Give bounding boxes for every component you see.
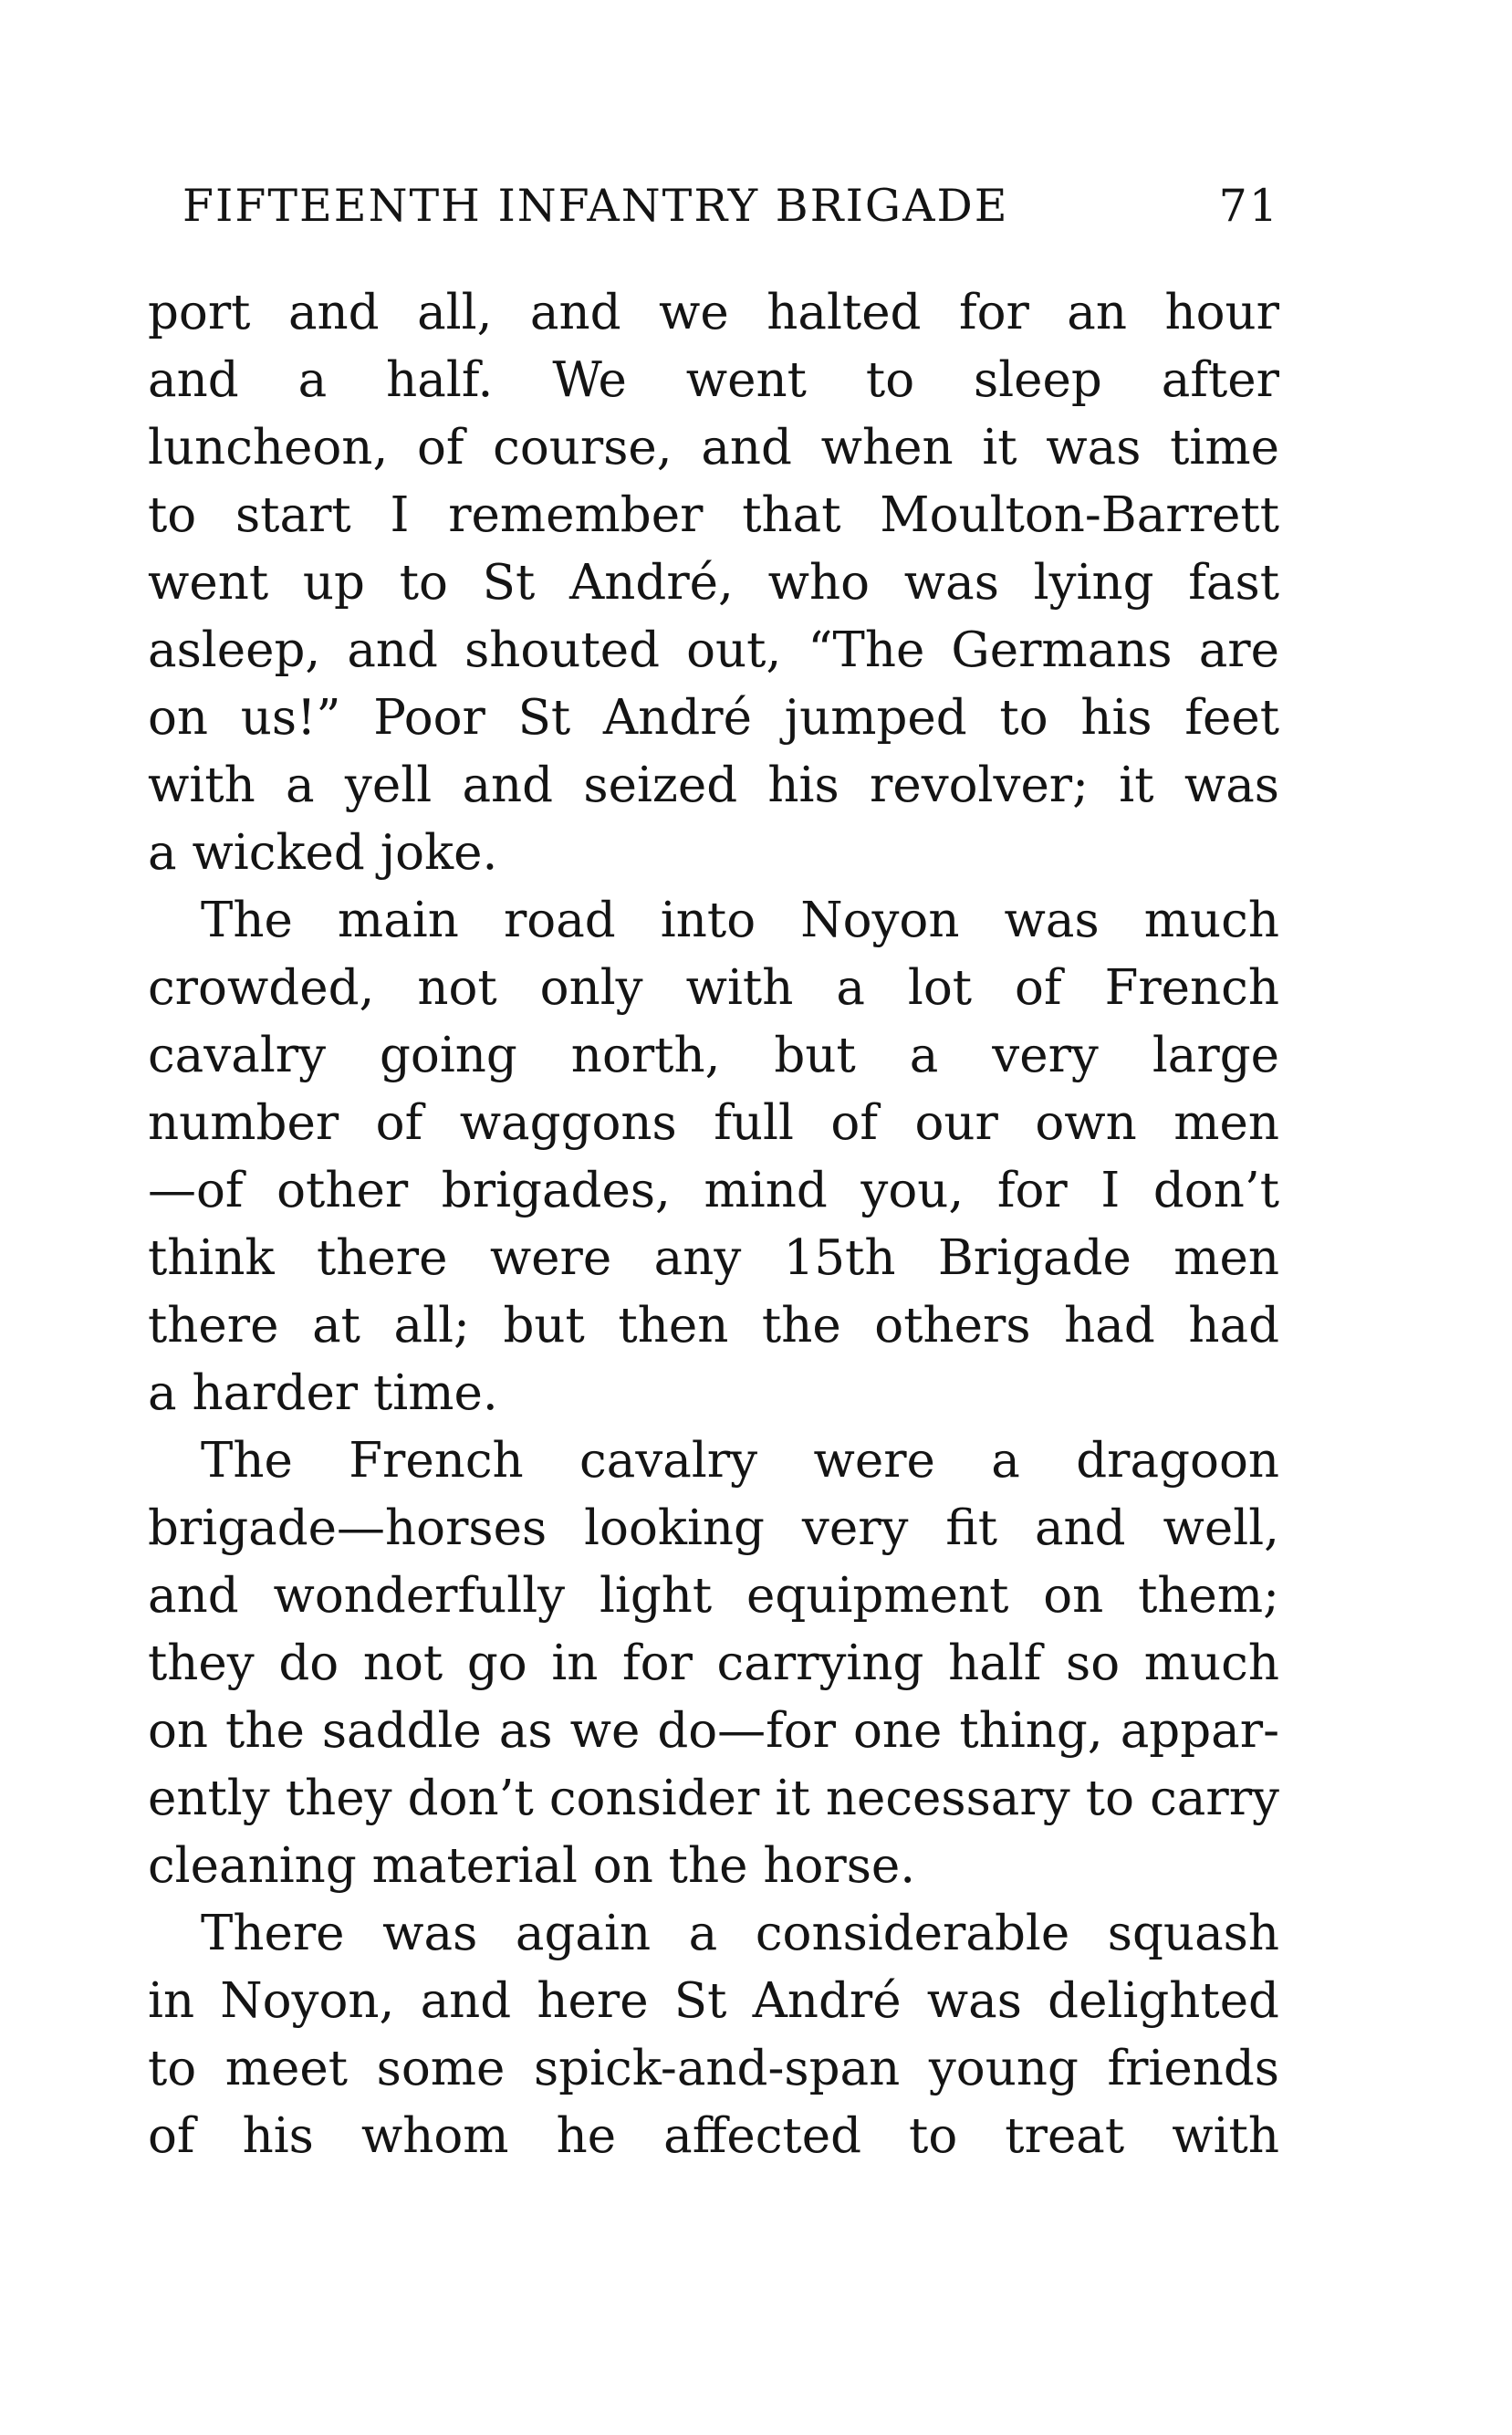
text-line: think there were any 15th Brigade men [148, 1230, 1279, 1286]
text-line: cleaning material on the horse. [148, 1838, 916, 1894]
text-line: to meet some spick-and-span young friends [148, 2041, 1279, 2096]
text-line: to start I remember that Moulton-Barrett [148, 487, 1279, 543]
text-line: they do not go in for carrying half so much [148, 1636, 1279, 1691]
text-line: a harder time. [148, 1365, 498, 1421]
text-line: ently they don’t consider it necessary to carry [148, 1771, 1279, 1826]
page-number: 71 [1218, 179, 1279, 232]
running-title: FIFTEENTH INFANTRY BRIGADE [182, 179, 1009, 232]
running-head [182, 173, 1279, 237]
text-line: There was again a considerable squash [201, 1906, 1279, 1961]
body-text [148, 279, 1279, 2170]
text-line: a wicked joke. [148, 825, 498, 881]
text-line: in Noyon, and here St André was delighted [148, 1973, 1279, 2029]
text-line: asleep, and shouted out, “The Germans are [148, 622, 1279, 678]
text-line: with a yell and seized his revolver; it was [148, 758, 1279, 813]
text-line: The French cavalry were a dragoon [201, 1433, 1279, 1489]
text-line: and a half. We went to sleep after [148, 352, 1279, 408]
text-line: on the saddle as we do—for one thing, appar- [148, 1703, 1279, 1759]
text-line: —of other brigades, mind you, for I don’t [148, 1163, 1279, 1218]
text-line: of his whom he affected to treat with [148, 2108, 1279, 2164]
text-line: number of waggons full of our own men [148, 1095, 1279, 1151]
text-line: and wonderfully light equipment on them; [148, 1568, 1279, 1624]
text-line: crowded, not only with a lot of French [148, 960, 1279, 1016]
text-line: port and all, and we halted for an hour [148, 285, 1279, 340]
text-line: on us!” Poor St André jumped to his feet [148, 690, 1279, 746]
text-line: luncheon, of course, and when it was time [148, 420, 1279, 476]
text-line: The main road into Noyon was much [201, 893, 1279, 948]
text-line: went up to St André, who was lying fast [148, 555, 1279, 611]
text-line: there at all; but then the others had had [148, 1298, 1279, 1353]
text-line: cavalry going north, but a very large [148, 1028, 1279, 1083]
text-line: brigade—horses looking very fit and well, [148, 1500, 1279, 1556]
